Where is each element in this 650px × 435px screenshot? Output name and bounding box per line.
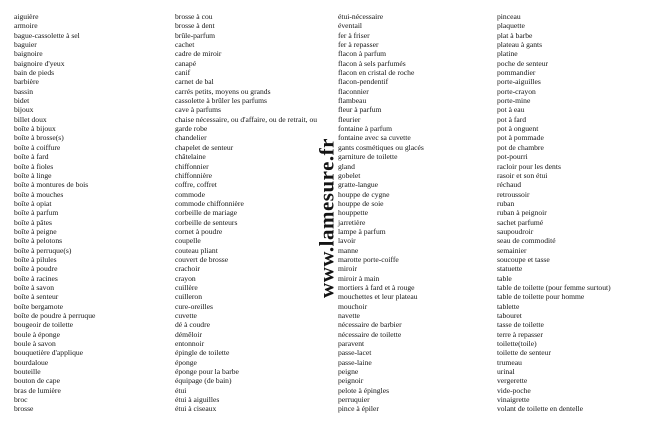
list-item: boule à éponge — [14, 329, 60, 339]
list-item: boîte à opiat — [14, 198, 52, 208]
list-item: bassin — [14, 86, 33, 96]
list-item: boîte à mouches — [14, 189, 64, 199]
list-item: boîte à pâtes — [14, 217, 52, 227]
column-1 — [14, 12, 95, 414]
list-item: chiffonnière — [175, 170, 212, 180]
list-item: épingle de toilette — [175, 348, 230, 358]
list-item: baguier — [14, 40, 37, 50]
list-item: éponge pour la barbe — [175, 367, 239, 377]
list-item: barbière — [14, 77, 39, 87]
list-item: plateau à gants — [497, 40, 543, 50]
list-item: boîte à pilules — [14, 254, 57, 264]
list-item: pot à eau — [497, 105, 525, 115]
list-item: table — [497, 273, 512, 283]
list-item: houppe de soie — [338, 198, 384, 208]
list-item: table de toilette (pour femme surtout) — [497, 282, 611, 292]
list-item: boîte à fard — [14, 152, 49, 162]
list-item: fer à repasser — [338, 40, 379, 50]
list-item: pinceau — [497, 12, 521, 21]
list-item: aiguière — [14, 12, 39, 21]
list-item: cornet à poudre — [175, 226, 223, 236]
list-item: fontaine avec sa cuvette — [338, 133, 411, 143]
list-item: canapé — [175, 58, 197, 68]
list-item: boîte à savon — [14, 282, 55, 292]
list-item: canif — [175, 68, 191, 78]
list-item: boîte à linge — [14, 170, 52, 180]
list-item: châtelaine — [175, 152, 206, 162]
list-item: billet doux — [14, 114, 47, 124]
list-item: jarretière — [338, 217, 366, 227]
list-item: pommandier — [497, 68, 536, 78]
list-item: fleurier — [338, 114, 361, 124]
list-item: bague-cassolette à sel — [14, 30, 80, 40]
list-item: flambeau — [338, 96, 367, 106]
list-item: brosse — [14, 404, 34, 414]
list-item: cuillère — [175, 282, 198, 292]
list-item: fer à friser — [338, 30, 370, 40]
list-item: démêloir — [175, 329, 202, 339]
list-item: porte-crayon — [497, 86, 536, 96]
list-item: boîte à brosse(s) — [14, 133, 64, 143]
list-item: étui — [175, 385, 187, 395]
list-item: boîte à racines — [14, 273, 58, 283]
list-item: éponge — [175, 357, 197, 367]
list-item: flacon à parfum — [338, 49, 387, 59]
list-item: soucoupe et tasse — [497, 254, 550, 264]
list-item: toilette(toile) — [497, 339, 537, 349]
list-item: flacon en cristal de roche — [338, 68, 415, 78]
list-item: couvert de brosse — [175, 254, 229, 264]
list-item: pot à fard — [497, 114, 527, 124]
list-item: peigne — [338, 367, 359, 377]
list-item: baignoire d'yeux — [14, 58, 65, 68]
list-item: boîte à peigne — [14, 226, 57, 236]
list-item: porte-mine — [497, 96, 531, 106]
list-item: marotte porte-coiffe — [338, 254, 399, 264]
list-item: couteau pliant — [175, 245, 218, 255]
column-3 — [338, 12, 424, 414]
list-item: brûle-parfum — [175, 30, 216, 40]
list-item: gland — [338, 161, 355, 171]
list-item: carrés petits, moyens ou grands — [175, 86, 271, 96]
list-item: broc — [14, 395, 28, 405]
list-item: boîte à senteur — [14, 292, 59, 302]
list-item: lampe à parfum — [338, 226, 386, 236]
column-4 — [497, 12, 611, 414]
list-item: corbeille de senteurs — [175, 217, 238, 227]
list-item: bouteille — [14, 367, 41, 377]
list-item: semainier — [497, 245, 527, 255]
list-item: sachet parfumé — [497, 217, 544, 227]
list-item: seau de commodité — [497, 236, 556, 246]
list-item: coupelle — [175, 236, 201, 246]
list-item: équipage (de bain) — [175, 376, 232, 386]
list-item: chaise nécessaire, ou d'affaire, ou de retrait, ou — [175, 114, 318, 124]
list-item: platine — [497, 49, 518, 59]
list-item: peignoir — [338, 376, 364, 386]
watermark-text: www.lamesure.fr — [314, 138, 339, 298]
list-item: mortiers à fard et à rouge — [338, 282, 415, 292]
list-item: miroir — [338, 264, 357, 274]
list-item: terre à repasser — [497, 329, 543, 339]
list-item: boîte à bijoux — [14, 124, 56, 134]
list-item: boîte à pelotons — [14, 236, 63, 246]
list-item: poche de senteur — [497, 58, 549, 68]
list-item: dé à coudre — [175, 320, 210, 330]
list-item: statuette — [497, 264, 523, 274]
list-item: rasoir et son étui — [497, 170, 548, 180]
list-item: table de toilette pour homme — [497, 292, 585, 302]
list-item: navette — [338, 311, 360, 320]
list-item: passe-lacet — [338, 348, 372, 358]
list-item: manne — [338, 245, 359, 255]
list-item: urinal — [497, 367, 515, 377]
list-item: retroussoir — [497, 189, 530, 199]
list-item: nécessaire de barbier — [338, 320, 402, 330]
list-item: boîte à fioles — [14, 161, 54, 171]
list-item: perruquier — [338, 395, 370, 405]
list-item: houppette — [338, 208, 368, 218]
list-item: nécessaire de toilette — [338, 329, 402, 339]
list-item: bain de pieds — [14, 68, 55, 78]
list-item: étui à aiguilles — [175, 395, 220, 405]
list-item: chiffonnier — [175, 161, 209, 171]
list-item: cadre de miroir — [175, 49, 222, 59]
list-item: paravent — [338, 339, 365, 349]
list-item: flacon à sels parfumés — [338, 58, 406, 68]
list-item: cuvette — [175, 311, 197, 320]
list-item: saupoudroir — [497, 226, 534, 236]
list-item: boîte à poudre — [14, 264, 58, 274]
list-item: commode chiffonnière — [175, 198, 244, 208]
list-item: plaquette — [497, 21, 525, 31]
list-item: commode — [175, 189, 205, 199]
list-item: tasse de toilette — [497, 320, 544, 330]
list-item: entonnoir — [175, 339, 205, 349]
list-item: gants cosmétiques ou glacés — [338, 142, 424, 152]
list-item: étui-nécessaire — [338, 12, 384, 21]
list-item: plat à barbe — [497, 30, 533, 40]
list-item: houppe de cygne — [338, 189, 390, 199]
list-item: cure-oreilles — [175, 301, 213, 311]
list-item: boîte bergamote — [14, 301, 63, 311]
list-item: boîte à parfum — [14, 208, 59, 218]
list-item: armoire — [14, 21, 38, 31]
list-item: bougeoir de toilette — [14, 320, 74, 330]
list-item: gratte-langue — [338, 180, 379, 190]
list-item: cassolette à brûler les parfums — [175, 96, 267, 106]
list-item: coffre, coffret — [175, 180, 217, 190]
list-item: pelote à épingles — [338, 385, 390, 395]
list-item: trumeau — [497, 357, 522, 367]
column-2 — [175, 12, 317, 414]
list-item: cachet — [175, 40, 195, 50]
list-item: chapelet de senteur — [175, 142, 234, 152]
list-item: pince à épiler — [338, 404, 379, 414]
list-item: passe-laine — [338, 357, 372, 367]
list-item: réchaud — [497, 180, 522, 190]
list-item: garniture de toilette — [338, 152, 398, 162]
list-item: fontaine à parfum — [338, 124, 392, 134]
list-item: étui à ciseaux — [175, 404, 217, 414]
list-item: boîte à coiffure — [14, 142, 61, 152]
list-item: boîte à perruque(s) — [14, 245, 72, 255]
list-item: pot-pourri — [497, 152, 528, 162]
list-item: bras de lumière — [14, 385, 61, 395]
list-item: bourdaloue — [14, 357, 49, 367]
list-item: bouquetière d'applique — [14, 348, 84, 358]
list-item: cave à parfums — [175, 105, 221, 115]
list-item: boîte à montures de bois — [14, 180, 89, 190]
list-item: boule à savon — [14, 339, 56, 349]
list-item: crayon — [175, 273, 196, 283]
list-item: brosse à dent — [175, 21, 215, 31]
list-item: ruban à peignoir — [497, 208, 547, 218]
list-item: crachoir — [175, 264, 200, 274]
list-item: flacon-pendentif — [338, 77, 389, 87]
list-item: mouchoir — [338, 301, 368, 311]
list-item: pot de chambre — [497, 142, 544, 152]
list-item: porte-aiguilles — [497, 77, 541, 87]
list-item: brosse à cou — [175, 12, 213, 21]
list-item: tabouret — [497, 311, 522, 320]
list-item: gobelet — [338, 170, 361, 180]
list-item: cuilleron — [175, 292, 202, 302]
list-item: ruban — [497, 198, 515, 208]
list-item: baignoire — [14, 49, 43, 59]
list-item: garde robe — [175, 124, 208, 134]
list-item: éventail — [338, 21, 363, 31]
list-item: bidet — [14, 96, 30, 106]
list-item: mouchettes et leur plateau — [338, 292, 418, 302]
list-item: tablette — [497, 301, 520, 311]
list-item: chandelier — [175, 133, 207, 143]
list-item: vide-poche — [497, 385, 531, 395]
list-item: pot à pommade — [497, 133, 544, 143]
list-item: volant de toilette en dentelle — [497, 404, 584, 414]
list-item: pot à onguent — [497, 124, 539, 134]
list-item: flaconnier — [338, 86, 369, 96]
list-item: corbeille de mariage — [175, 208, 237, 218]
list-item: fleur à parfum — [338, 105, 382, 115]
list-item: lavoir — [338, 236, 356, 246]
list-item: toilette de senteur — [497, 348, 551, 358]
list-item: boîte de poudre à perruque — [14, 311, 96, 320]
list-item: racloir pour les dents — [497, 161, 561, 171]
list-item: miroir à main — [338, 273, 380, 283]
list-item: vinaigrette — [497, 395, 530, 405]
list-item: bouton de cape — [14, 376, 60, 386]
list-item: bijoux — [14, 105, 34, 115]
list-item: vergerette — [497, 376, 528, 386]
list-item: carnet de bal — [175, 77, 214, 87]
